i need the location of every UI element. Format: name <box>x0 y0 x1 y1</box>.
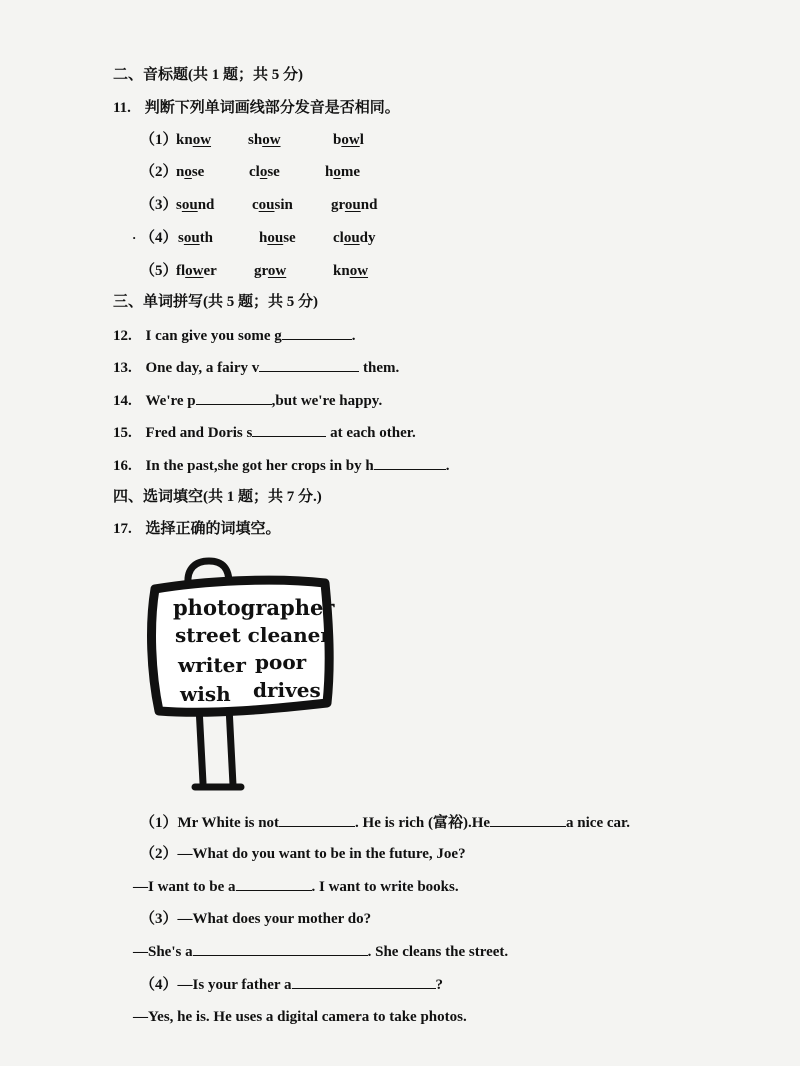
phonics-word <box>252 195 293 215</box>
section-2-title: 二、音标题(共 1 题；共 5 分) <box>113 67 303 83</box>
answer-blank[interactable] <box>252 422 326 437</box>
phonics-word <box>176 162 204 182</box>
item-text: —What does your mother do? <box>177 911 372 927</box>
answer-blank[interactable] <box>196 390 272 405</box>
phonics-word <box>248 130 281 150</box>
underlined-letters: ow <box>341 132 360 148</box>
question-text-before: I can give you some g <box>145 328 282 344</box>
underlined-letters: ou <box>267 230 284 246</box>
item-text: . He is rich (富裕).He <box>355 815 491 831</box>
underlined-letters: ou <box>258 197 275 213</box>
question-number: 14. <box>113 393 132 409</box>
item-label: （3） <box>140 911 178 927</box>
item-label: （1） <box>140 815 178 831</box>
word-part: h <box>325 164 334 180</box>
underlined-letters: ow <box>192 132 212 148</box>
word-part: kn <box>176 132 193 148</box>
q17-item-3-question <box>140 909 371 929</box>
word-part: me <box>340 164 360 180</box>
question-12 <box>113 325 356 346</box>
question-text-after: at each other. <box>326 425 416 441</box>
section-3-title: 三、单词拼写(共 5 题；共 5 分) <box>113 294 318 310</box>
underlined-letters: ow <box>262 132 281 148</box>
answer-blank[interactable] <box>193 941 368 956</box>
question-text-before: In the past,she got her crops in by h <box>145 458 374 474</box>
phonics-item-label: （4） <box>140 230 178 246</box>
item-label: （4） <box>140 977 178 993</box>
word-part: s <box>178 230 184 246</box>
answer-blank[interactable] <box>279 812 355 827</box>
underlined-letters: ou <box>183 230 200 246</box>
word-part: nd <box>360 197 378 213</box>
item-text: . She cleans the street. <box>367 944 509 960</box>
phonics-word <box>176 130 211 150</box>
underlined-letters: ou <box>344 197 361 213</box>
question-number: 17. <box>113 521 132 537</box>
word-part: n <box>176 164 185 180</box>
phonics-word <box>176 261 217 281</box>
word-part: sin <box>274 197 293 213</box>
question-text-before: We're p <box>145 393 196 409</box>
question-number: 11. <box>113 100 131 116</box>
item-text: ? <box>435 977 444 993</box>
question-text: 判断下列单词画线部分发音是否相同。 <box>144 100 400 116</box>
underlined-letters: ou <box>181 197 198 213</box>
underlined-letters: ou <box>343 230 360 246</box>
question-14 <box>113 390 382 411</box>
word-part: l <box>359 132 364 148</box>
phonics-item-label: （5） <box>140 263 178 279</box>
question-text-before: Fred and Doris s <box>145 425 253 441</box>
sign-word-photographer: photographer <box>173 595 335 620</box>
word-part: th <box>199 230 214 246</box>
underlined-letters: o <box>333 164 341 180</box>
word-part: c <box>252 197 259 213</box>
sign-post <box>195 707 241 787</box>
phonics-word <box>176 195 214 215</box>
phonics-word <box>254 261 286 281</box>
question-text-after: . <box>445 458 450 474</box>
item-text: —What do you want to be in the future, Joe? <box>177 846 466 862</box>
question-text-after: ,but we're happy. <box>271 393 383 409</box>
word-part: b <box>333 132 342 148</box>
answer-blank[interactable] <box>374 455 446 470</box>
phonics-item-label: （3） <box>140 197 178 213</box>
word-part: sh <box>248 132 263 148</box>
question-text: 选择正确的词填空。 <box>145 521 281 537</box>
word-part: gr <box>331 197 345 213</box>
question-text-after: them. <box>359 360 400 376</box>
word-bank-sign <box>143 555 343 795</box>
item-text: a nice car. <box>566 815 631 831</box>
underlined-letters: ow <box>267 263 287 279</box>
question-15 <box>113 422 416 443</box>
phonics-word <box>333 261 368 281</box>
phonics-item-label: （1） <box>140 132 178 148</box>
item-label: （2） <box>140 846 178 862</box>
word-part: fl <box>176 263 186 279</box>
phonics-word <box>333 130 364 150</box>
word-part: se <box>267 164 280 180</box>
phonics-word <box>249 162 280 182</box>
answer-blank[interactable] <box>490 812 566 827</box>
question-number: 15. <box>113 425 132 441</box>
answer-blank[interactable] <box>236 876 312 891</box>
underlined-letters: o <box>259 164 268 180</box>
question-number: 12. <box>113 328 132 344</box>
phonics-word <box>259 228 296 248</box>
item-text: —She's a <box>133 944 193 960</box>
answer-blank[interactable] <box>282 325 352 340</box>
q17-item-4-question <box>140 974 443 995</box>
item-text: —I want to be a <box>133 879 236 895</box>
underlined-letters: ow <box>349 263 369 279</box>
item-text: . I want to write books. <box>311 879 459 895</box>
word-part: se <box>191 164 205 180</box>
word-part: h <box>259 230 268 246</box>
phonics-word <box>331 195 377 215</box>
word-part: dy <box>359 230 376 246</box>
phonics-word <box>325 162 360 182</box>
word-part: nd <box>197 197 215 213</box>
section-4-title: 四、选词填空(共 1 题；共 7 分.) <box>113 489 322 505</box>
underlined-letters: ow <box>185 263 204 279</box>
phonics-word <box>178 228 213 248</box>
question-text-after: . <box>351 328 356 344</box>
phonics-item-label: （2） <box>140 164 178 180</box>
word-part: s <box>176 197 182 213</box>
question-17 <box>113 519 281 539</box>
question-number: 13. <box>113 360 132 376</box>
word-part: kn <box>333 263 350 279</box>
underlined-letters: o <box>184 164 192 180</box>
question-11 <box>113 98 400 118</box>
q17-item-2-answer <box>133 876 459 897</box>
q17-item-3-answer <box>133 941 508 962</box>
sign-word-street-cleaner: street cleaner <box>175 623 331 647</box>
question-number: 16. <box>113 458 132 474</box>
question-13 <box>113 357 399 378</box>
word-part: se <box>283 230 296 246</box>
word-part: gr <box>254 263 268 279</box>
word-part: er <box>203 263 217 279</box>
q17-item-1 <box>140 812 630 833</box>
stray-dot-mark: · <box>132 230 137 245</box>
answer-blank[interactable] <box>292 974 436 989</box>
q17-item-2-question <box>140 844 466 864</box>
question-text-before: One day, a fairy v <box>145 360 260 376</box>
answer-blank[interactable] <box>259 357 359 372</box>
sign-word-drives: drives <box>253 678 321 702</box>
word-part: cl <box>249 164 260 180</box>
q17-item-4-answer: —Yes, he is. He uses a digital camera to take photos. <box>133 1009 467 1025</box>
phonics-word <box>333 228 376 248</box>
sign-word-writer: writer <box>178 653 246 677</box>
sign-word-wish: wish <box>180 682 231 706</box>
word-part: cl <box>333 230 344 246</box>
sign-word-poor: poor <box>255 650 307 674</box>
question-16 <box>113 455 450 476</box>
item-text: —Is your father a <box>177 977 292 993</box>
item-text: Mr White is not <box>177 815 280 831</box>
